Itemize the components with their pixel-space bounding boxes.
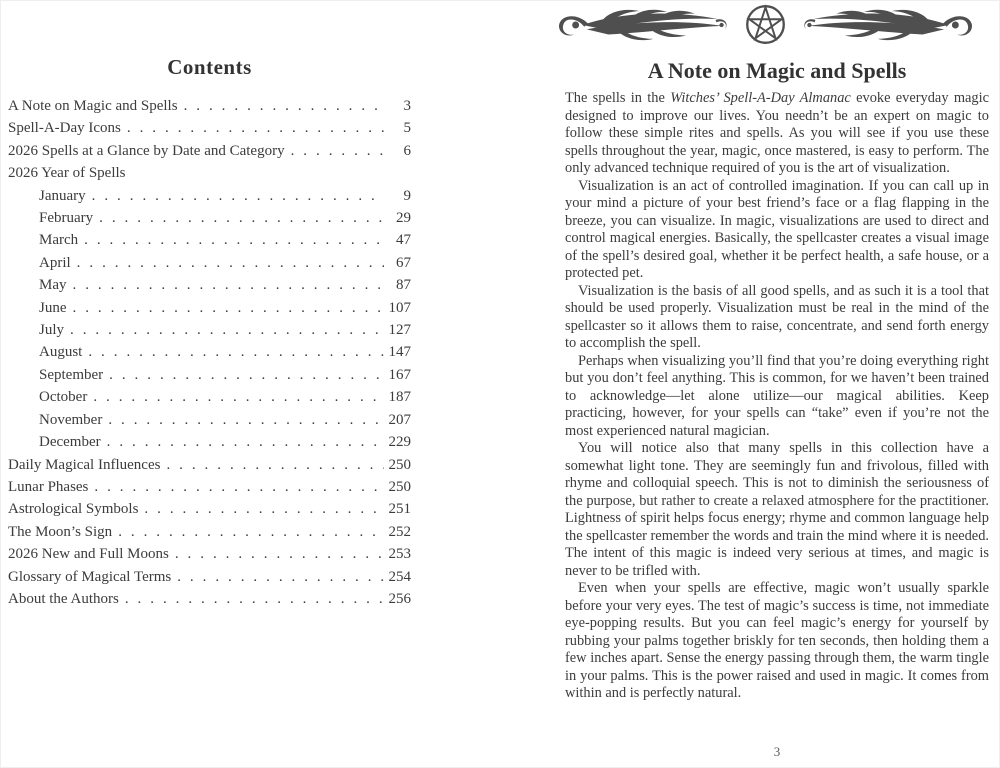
toc-dot-leader [94, 476, 384, 498]
toc-entry-label: Astrological Symbols [8, 501, 139, 518]
toc-entry [8, 319, 411, 341]
toc-entry-label: 2026 Year of Spells [8, 165, 126, 182]
toc-dot-leader [166, 454, 384, 476]
toc-dot-leader [92, 185, 384, 207]
note-paragraph: Visualization is the basis of all good spells, and as such it is a tool that should be used properly. Visualization must be real in the mind of the spellcaster so it allows them to raise, concentrate, and send forth energy to accomplish the spell. [565, 282, 989, 351]
toc-dot-leader [73, 297, 385, 319]
toc-entry-page: 254 [388, 568, 411, 585]
toc-entry [8, 207, 411, 229]
note-paragraph: Perhaps when visualizing you’ll find that you’re doing everything right but you don’t feel anything. This is common, for we haven’t been trained to acknowledge—let alone utilize—our magical abilities. Keep practicing, however, for your spells can “take” even if you’re not the most experienced natural magician. [565, 352, 989, 439]
toc-entry-label: July [39, 322, 65, 339]
toc-entry-page: 67 [396, 254, 411, 271]
toc-entry-label: 2026 Spells at a Glance by Date and Category [8, 142, 285, 159]
toc-entry-page: 87 [396, 277, 411, 294]
toc-entry-label: March [39, 232, 79, 249]
toc-entry-label: September [39, 366, 104, 383]
toc-dot-leader [73, 274, 385, 296]
toc-entry-page: 256 [388, 590, 411, 607]
toc-entry-label: Glossary of Magical Terms [8, 568, 172, 585]
contents-title: Contents [167, 55, 252, 79]
toc-entry-label: Lunar Phases [8, 478, 89, 495]
toc-entry-page: 6 [403, 142, 411, 159]
toc-entry [8, 95, 411, 117]
toc-entry-page: 167 [388, 366, 411, 383]
toc-dot-leader [107, 431, 384, 453]
note-body [565, 90, 989, 703]
toc-entry-label: May [39, 277, 67, 294]
intro-text-pre: The spells in the [565, 90, 671, 106]
note-paragraph: You will notice also that many spells in this collection have a somewhat light tone. They are seemingly fun and frivolous, filled with rhyme and colloquial speech. This is not to diminish the seriousness of the purpose, but rather to create a relaxed atmosphere for the practitioner. Lightness of spirit helps focus energy; rhyme and common language help the spellcaster remember the words and train the mind where it is needed. The intent of this magic is indeed very serious at times, and magic is never to be trifled with. [565, 440, 989, 579]
toc-entry-label: December [39, 434, 101, 451]
pentagram-icon [744, 3, 787, 51]
flourish-right-icon [792, 6, 984, 49]
toc-entry [8, 454, 411, 476]
toc-entry-label: The Moon’s Sign [8, 523, 113, 540]
toc-entry [8, 386, 411, 408]
toc-entry-page: 3 [403, 98, 411, 114]
toc-entry [8, 409, 411, 431]
toc-entry-page: 253 [388, 546, 411, 563]
toc-entry [8, 297, 411, 319]
contents-page [8, 55, 411, 610]
toc-entry [8, 274, 411, 296]
toc-dot-leader [70, 319, 384, 341]
toc-entry [8, 476, 411, 498]
toc-entry-label: June [39, 299, 67, 316]
toc-entry [8, 252, 411, 274]
toc-entry-label: October [39, 389, 88, 406]
note-paragraph: Even when your spells are effective, magic won’t usually sparkle before your very eyes. The test of magic’s success is time, not immediate eye-popping results. But you can feel magic’s energy for yourself by rubbing your palms together briskly for ten seconds, then holding them a few inches apart. Sense the energy passing through them, the warm tingle in your palms. This is the power raised and used in magic. It comes from within and is perfectly natural. [565, 580, 989, 701]
toc-dot-leader [77, 252, 384, 274]
toc-dot-leader [109, 364, 384, 386]
toc-entry-label: February [39, 210, 94, 227]
toc-dot-leader [93, 386, 384, 408]
toc-entry [8, 431, 411, 453]
toc-dot-leader [108, 409, 384, 431]
toc-entry-page: 127 [388, 322, 411, 339]
toc-entry-page: 252 [388, 523, 411, 540]
table-of-contents [8, 95, 411, 610]
toc-entry-label: April [39, 254, 71, 271]
toc-entry-label: A Note on Magic and Spells [8, 98, 178, 114]
intro-text-post: evoke everyday magic designed to improve our lives. You needn’t be an expert on magic to follow these simple rites and spells. As you will see if you use these spells throughout the year, magic, once mastered, is easy to perform. The only advanced technique required of you is the art of visualization. [565, 90, 989, 176]
toc-entry-page: 251 [388, 501, 411, 518]
toc-entry-page: 207 [388, 411, 411, 428]
toc-entry-page: 47 [396, 232, 411, 249]
note-intro-paragraph [565, 90, 989, 178]
toc-entry [8, 566, 411, 588]
toc-entry [8, 341, 411, 363]
toc-dot-leader [144, 498, 384, 520]
toc-entry-page: 9 [403, 187, 411, 204]
toc-dot-leader [88, 341, 384, 363]
header-ornament [545, 5, 985, 49]
toc-entry [8, 588, 411, 610]
toc-dot-leader [177, 566, 384, 588]
toc-entry-label: August [39, 344, 83, 361]
toc-entry [8, 162, 411, 184]
toc-dot-leader [184, 95, 384, 117]
toc-dot-leader [127, 117, 384, 139]
toc-dot-leader [118, 521, 384, 543]
toc-dot-leader [175, 543, 384, 565]
toc-dot-leader [84, 229, 384, 251]
toc-entry [8, 364, 411, 386]
toc-entry-label: 2026 New and Full Moons [8, 546, 169, 563]
book-title-italic: Witches’ Spell-A-Day Almanac [670, 90, 851, 106]
toc-entry [8, 117, 411, 139]
note-paragraph: Visualization is an act of controlled imagination. If you can call up in your mind a picture of your best friend’s face or a flag flapping in the breeze, you can visualize. In magic, visualizations are used to direct and control magical energies. Basically, the spellcaster creates a visual image of the spell’s desired goal, whether it be perfect health, a safe house, or a protected pet. [565, 177, 989, 281]
toc-dot-leader [291, 140, 384, 162]
toc-entry [8, 543, 411, 565]
toc-entry-page: 250 [388, 478, 411, 495]
toc-entry-label: About the Authors [8, 590, 119, 607]
toc-entry [8, 498, 411, 520]
toc-entry [8, 229, 411, 251]
toc-entry-label: Spell-A-Day Icons [8, 120, 121, 137]
page-number: 3 [773, 744, 781, 759]
note-page [565, 0, 989, 768]
toc-entry-page: 187 [388, 389, 411, 406]
toc-entry-page: 5 [403, 120, 411, 137]
toc-entry-label: November [39, 411, 103, 428]
note-title: A Note on Magic and Spells [647, 58, 907, 83]
toc-entry [8, 185, 411, 207]
toc-entry-page: 29 [396, 210, 411, 227]
toc-dot-leader [99, 207, 384, 229]
toc-dot-leader [125, 588, 384, 610]
toc-entry-page: 229 [388, 434, 411, 451]
toc-entry-label: Daily Magical Influences [8, 456, 161, 473]
toc-entry-label: January [39, 187, 86, 204]
toc-entry [8, 521, 411, 543]
toc-entry-page: 107 [388, 299, 411, 316]
toc-entry [8, 140, 411, 162]
flourish-left-icon [547, 6, 739, 49]
toc-entry-page: 147 [388, 344, 411, 361]
toc-entry-page: 250 [388, 456, 411, 473]
